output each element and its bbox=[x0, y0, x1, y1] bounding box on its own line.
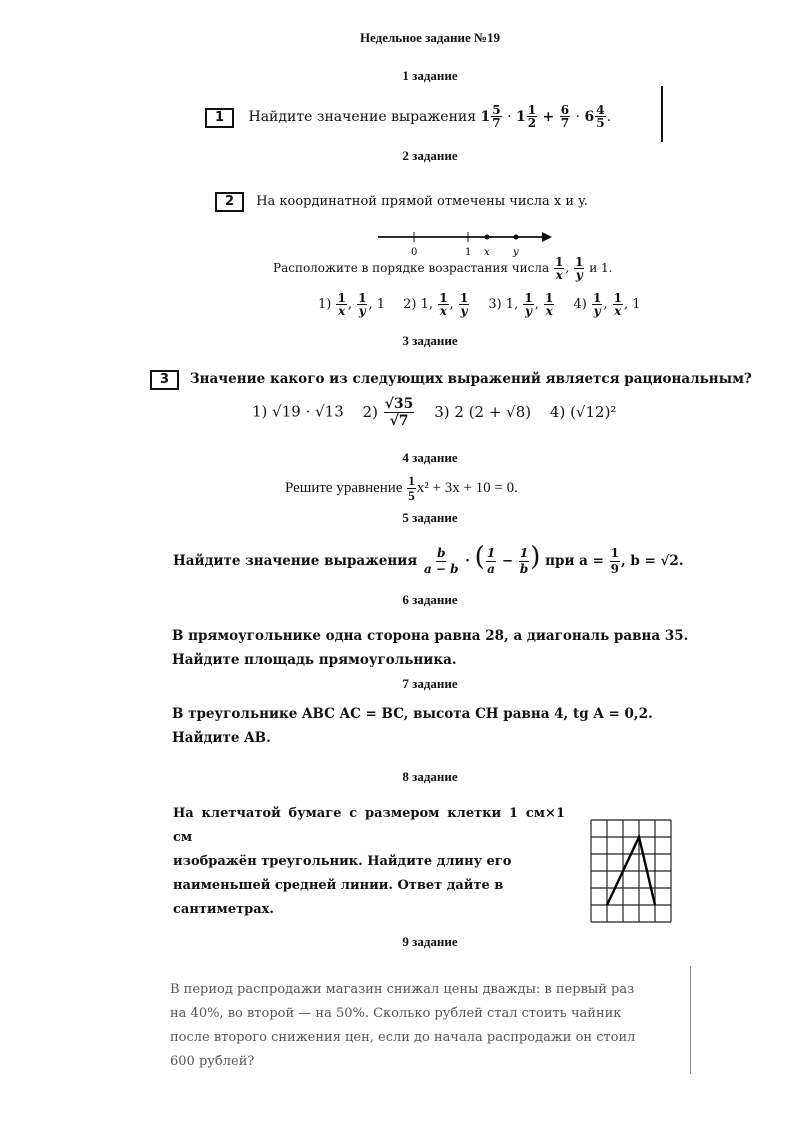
task-2-body bbox=[215, 192, 588, 212]
task-1-heading: 1 задание bbox=[402, 68, 458, 83]
task-3-number-box: 3 bbox=[150, 370, 179, 390]
task-2-heading: 2 задание bbox=[402, 148, 458, 163]
task-7-line-2: Найдите AB. bbox=[172, 730, 271, 746]
label-x: x bbox=[484, 247, 490, 258]
task-8-body bbox=[173, 802, 565, 922]
task-3-option-3: 3) 2 (2 + √8) bbox=[434, 402, 532, 421]
task-6-heading: 6 задание bbox=[402, 592, 458, 607]
task-9-heading: 9 задание bbox=[402, 934, 458, 949]
label-zero: 0 bbox=[411, 247, 418, 258]
task-3-option-4: 4) (√12)² bbox=[549, 402, 617, 421]
task-9-line-2: на 40%, во второй — на 50%. Сколько рублей стал стоить чайник bbox=[170, 1006, 622, 1021]
task-6-line-1: В прямоугольнике одна сторона равна 28, а диагональ равна 35. bbox=[172, 628, 689, 644]
task-8-line-4: сантиметрах. bbox=[173, 902, 274, 917]
task-3-body bbox=[150, 370, 752, 390]
task-2-text: На координатной прямой отмечены числа x и y. bbox=[256, 194, 588, 209]
task-3-options bbox=[252, 396, 616, 429]
task-9-body bbox=[170, 978, 670, 1074]
grid-triangle-figure bbox=[589, 818, 675, 924]
task-9-line-1: В период распродажи магазин снижал цены дважды: в первый раз bbox=[170, 982, 635, 997]
task-7-heading: 7 задание bbox=[402, 676, 458, 691]
task-2-question: Расположите в порядке возрастания числа $\frac{1}{x}$ , $\frac{1}{y}$ и 1. bbox=[273, 255, 613, 282]
task-6-body bbox=[172, 624, 688, 672]
task-2-option-2: 2) 1, $\frac{1}{x}$ , $\frac{1}{y}$ bbox=[403, 291, 469, 318]
task-1-body bbox=[205, 104, 611, 129]
task-9-margin-line bbox=[690, 966, 691, 1074]
page-title: Недельное задание №19 bbox=[359, 30, 501, 45]
task-1-expression: 1 $\frac{5}{7}$ · 1 $\frac{1}{2}$ + $\frac{6}{7}$ · 6 $\frac{4}{5}$ . bbox=[480, 103, 612, 130]
task-3-option-2: 2) $\frac{√35}{√7}$ bbox=[362, 396, 414, 429]
task-2-option-4: 4) $\frac{1}{y}$ , $\frac{1}{x}$ , 1 bbox=[573, 291, 641, 318]
task-8-line-2: изображён треугольник. Найдите длину его bbox=[173, 854, 512, 869]
task-5-heading: 5 задание bbox=[402, 510, 458, 525]
task-2-number-box: 2 bbox=[215, 192, 244, 212]
task-1-text: Найдите значение выражения bbox=[248, 108, 477, 125]
label-y: y bbox=[513, 247, 519, 258]
point-x bbox=[485, 235, 490, 240]
task-8-line-1: На клетчатой бумаге с размером клетки 1 см×1 см bbox=[173, 806, 565, 845]
task-2-option-1: 1) $\frac{1}{x}$ , $\frac{1}{y}$ , 1 bbox=[318, 291, 386, 318]
task-2-option-3: 3) 1, $\frac{1}{y}$ , $\frac{1}{x}$ bbox=[488, 291, 554, 318]
task-6-line-2: Найдите площадь прямоугольника. bbox=[172, 652, 457, 668]
task-1-number-box: 1 bbox=[205, 108, 234, 128]
task-7-body bbox=[172, 702, 653, 750]
task-8-heading: 8 задание bbox=[402, 769, 458, 784]
task-3-option-1: 1) √19 · √13 bbox=[252, 402, 344, 421]
grid-lines bbox=[591, 820, 671, 922]
axis-arrow bbox=[542, 232, 552, 242]
task-3-heading: 3 задание bbox=[402, 333, 458, 348]
task-1-margin-line bbox=[661, 86, 663, 142]
task-4-heading: 4 задание bbox=[402, 450, 458, 465]
task-9-line-4: 600 рублей? bbox=[170, 1054, 255, 1069]
task-7-line-1: В треугольнике ABC AC = BC, высота CH равна 4, tg A = 0,2. bbox=[172, 706, 653, 722]
task-4-body: Решите уравнение $\frac{1}{5}$ x² + 3x + 10 = 0. bbox=[285, 473, 518, 503]
task-8-line-3: наименьшей средней линии. Ответ дайте в bbox=[173, 878, 504, 893]
task-2-options bbox=[318, 292, 640, 317]
task-9-line-3: после второго снижения цен, если до начала распродажи он стоил bbox=[170, 1030, 636, 1045]
coordinate-line bbox=[370, 226, 560, 260]
point-y bbox=[514, 235, 519, 240]
task-5-body: Найдите значение выражения $\frac{b}{a - b}$ · ( $\frac{1}{a}$ − $\frac{1}{b}$ ) при a = $\frac{1}{9}$ , b = √2. bbox=[173, 542, 684, 576]
task-3-text: Значение какого из следующих выражений является рациональным? bbox=[189, 371, 752, 387]
label-one: 1 bbox=[465, 247, 472, 258]
